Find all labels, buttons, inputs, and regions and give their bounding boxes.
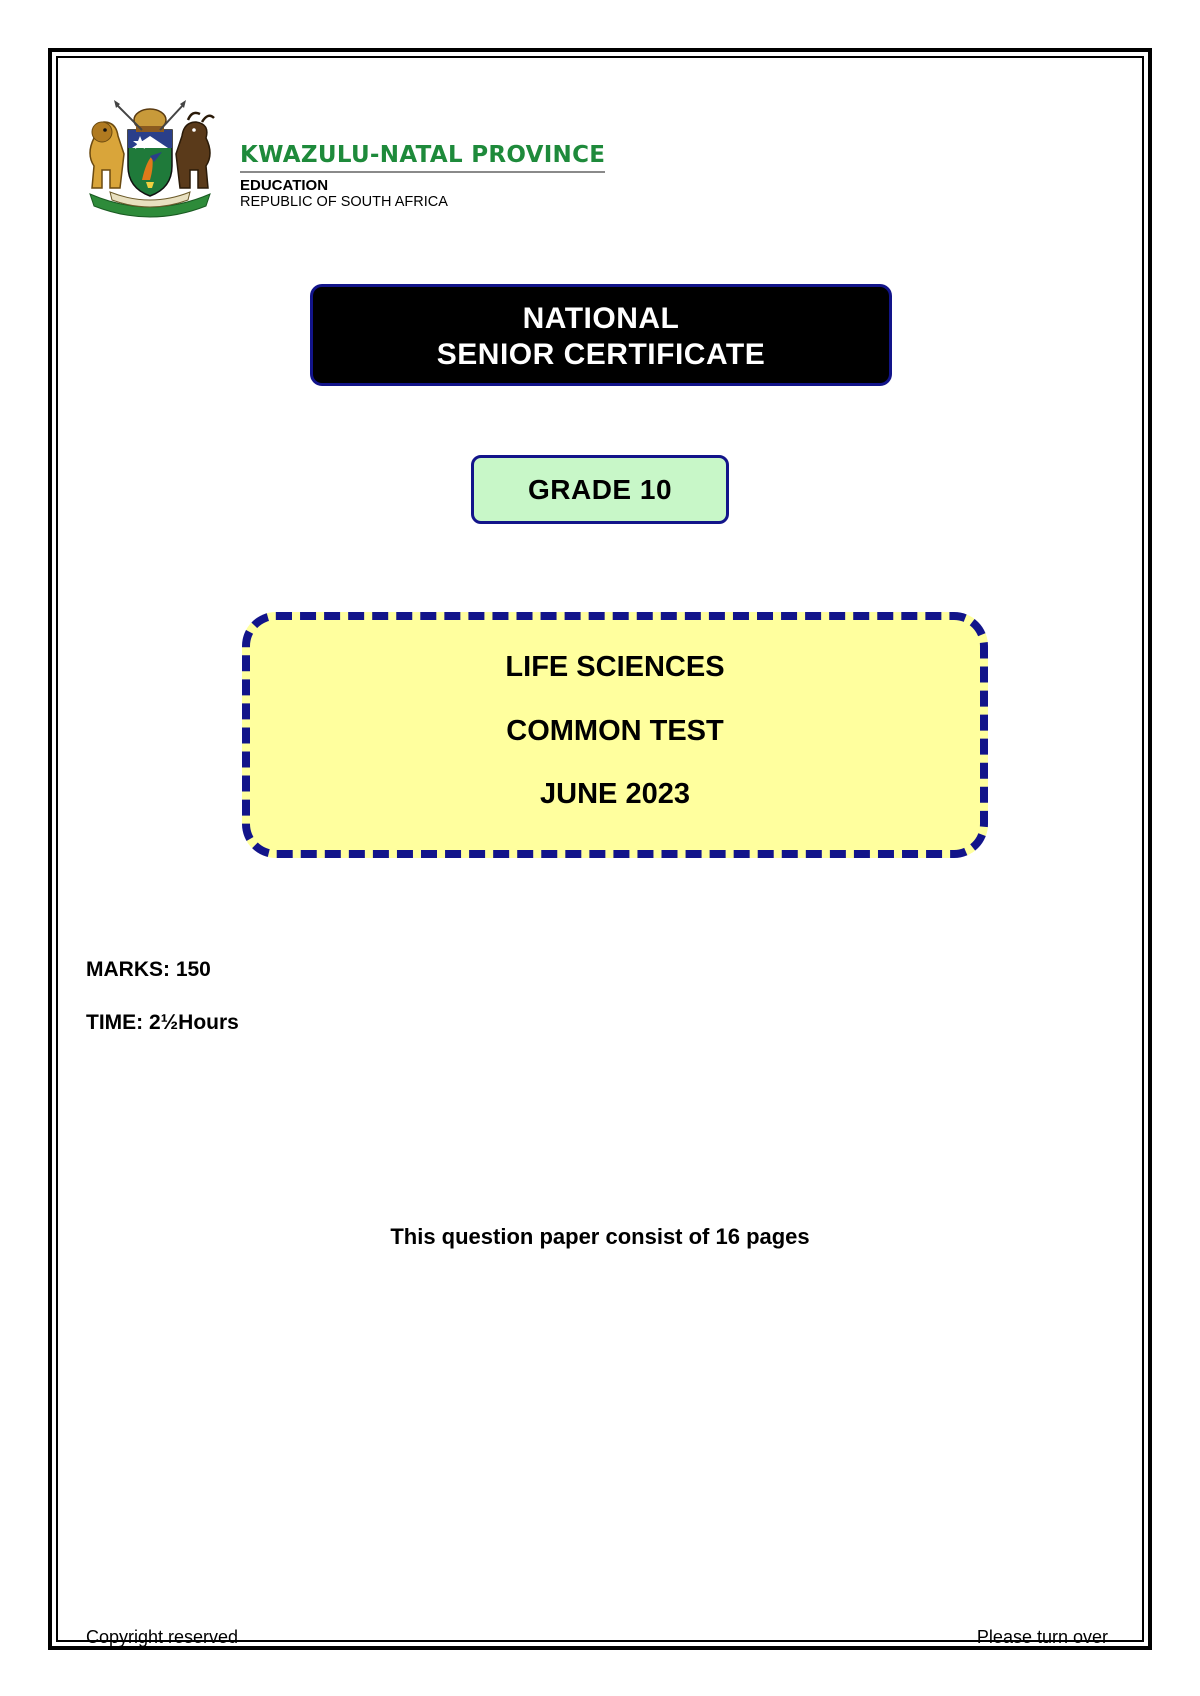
marks-label: MARKS: 150 bbox=[86, 958, 211, 981]
subject-title: LIFE SCIENCES bbox=[505, 651, 725, 683]
page-count-note: This question paper consist of 16 pages bbox=[390, 1224, 810, 1249]
province-name: KWAZULU-NATAL PROVINCE bbox=[240, 142, 605, 173]
country-name: REPUBLIC OF SOUTH AFRICA bbox=[240, 194, 448, 210]
grade-box: GRADE 10 bbox=[471, 455, 729, 524]
certificate-line-1: NATIONAL bbox=[522, 302, 680, 335]
test-info-box bbox=[242, 612, 988, 858]
department-name: EDUCATION bbox=[240, 177, 329, 194]
test-type: COMMON TEST bbox=[506, 715, 724, 747]
test-date: JUNE 2023 bbox=[540, 778, 690, 810]
certificate-box bbox=[310, 284, 892, 386]
footer-turn-over: Please turn over bbox=[976, 1627, 1108, 1647]
time-label: TIME: 2½Hours bbox=[86, 1011, 239, 1034]
certificate-line-2: SENIOR CERTIFICATE bbox=[436, 338, 766, 371]
department-header bbox=[240, 142, 605, 210]
footer-copyright: Copyright reserved bbox=[86, 1627, 239, 1647]
coat-of-arms-icon bbox=[80, 96, 220, 220]
